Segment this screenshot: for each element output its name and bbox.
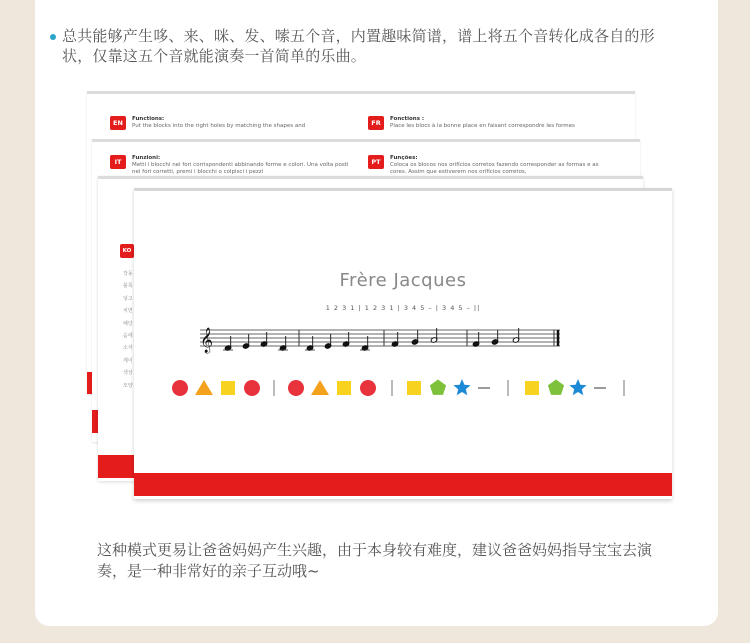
circle-red-shape — [288, 380, 304, 396]
square-yellow-shape — [525, 381, 539, 395]
triangle-orange-shape — [195, 380, 213, 395]
square-yellow-shape — [337, 381, 351, 395]
intro-paragraph — [50, 26, 660, 66]
lang-badge-pt: PT — [368, 155, 384, 169]
circle-red-shape — [172, 380, 188, 396]
song-sheet-red-footer — [134, 473, 672, 496]
staff-lines — [200, 330, 560, 346]
music-staff — [200, 322, 570, 358]
lang-badge-it: IT — [110, 155, 126, 169]
star-blue-shape — [453, 379, 470, 395]
manual-heading-it: Funzioni: — [132, 155, 161, 161]
square-yellow-shape — [407, 381, 421, 395]
treble-clef-icon: 𝄞 — [200, 328, 214, 353]
intro-text: 总共能够产生哆、来、咪、发、嗦五个音，内置趣味简谱，谱上将五个音转化成各自的形状，仅靠这五个音就能演奏一首简单的乐曲。 — [62, 27, 655, 65]
triangle-orange-shape — [311, 380, 329, 395]
shape-notation — [172, 378, 642, 398]
manual-section-it — [110, 155, 352, 175]
pentagon-green-shape — [548, 380, 564, 395]
quarter-note — [411, 330, 418, 345]
manual-text-it: Metti i blocchi nei fori corrispondenti abbinando forme e colori. Una volta posti nei fori corretti, premi i blocchi o colpisci i pezzi — [132, 162, 349, 175]
manual-text-fr: Place les blocs à la bonne place en faisant correspondre les formes — [390, 123, 575, 129]
square-yellow-shape — [221, 381, 235, 395]
lang-badge-fr: FR — [368, 116, 384, 130]
manual-text-ko: 작동 블록 넣고 치면 해당 음에 소자 계이 색상 모양 — [123, 271, 133, 389]
manual-heading-fr: Fonctions : — [390, 116, 425, 122]
manual-section-ko — [120, 244, 134, 258]
manual-section-en — [110, 116, 352, 130]
quarter-note — [491, 330, 498, 345]
song-title: Frère Jacques — [339, 270, 467, 291]
numbered-notation: 1 2 3 1 | 1 2 3 1 | 3 4 5 – | 3 4 5 – || — [325, 304, 481, 312]
manual-section-fr — [368, 116, 610, 130]
lang-badge-ko: KO — [120, 244, 134, 258]
manual-text-en: Put the blocks into the right holes by matching the shapes and — [132, 123, 306, 129]
outro-text: 这种模式更易让爸爸妈妈产生兴趣，由于本身较有难度，建议爸爸妈妈指导宝宝去演奏，是一种非常好的亲子互动哦~ — [97, 541, 653, 580]
lang-badge-en: EN — [110, 116, 126, 130]
circle-red-shape — [360, 380, 376, 396]
manual-text-pt: Coloca os blocos nos orifícios corretos fazendo corresponder as formas e as cores. Assim que estiverem nos orifícios corretos, — [390, 162, 599, 175]
staff-notes — [223, 328, 520, 351]
quarter-note — [324, 334, 331, 349]
manual-heading-pt: Funções: — [390, 155, 418, 161]
manual-heading-en: Functions: — [132, 116, 165, 122]
manual-section-pt — [368, 155, 610, 175]
circle-red-shape — [244, 380, 260, 396]
pentagon-green-shape — [430, 380, 446, 395]
star-blue-shape — [569, 379, 586, 395]
quarter-note — [242, 334, 249, 349]
sheet3-red-footer — [98, 455, 134, 478]
bullet-dot-icon — [50, 34, 56, 40]
